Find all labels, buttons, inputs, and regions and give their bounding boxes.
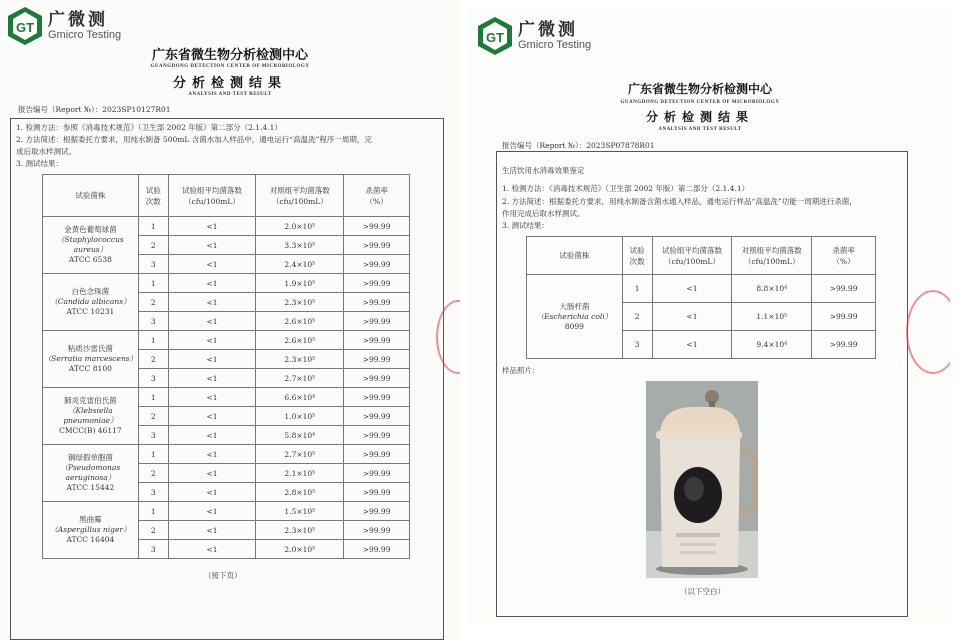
method-line: 1. 检测方法：参照《消毒技术规范》（卫生部 2002 年版）第二部分（2.1.4.1） (16, 123, 282, 132)
strain-name-cn: 铜绿假单胞菌 (67, 453, 113, 462)
strain-code: 8099 (564, 321, 584, 331)
center-name: 广东省微生物分析检测中心 (151, 48, 308, 63)
doc-title: 分析检测结果 (645, 110, 754, 124)
center-name-en: GUANGDONG DETECTION CENTER OF MICROBIOLOGY (620, 100, 780, 105)
brand-logo-right (476, 16, 591, 56)
report-number: 报告编号（Report №）：2023SP10127R01 (18, 105, 171, 114)
test-count-cell: <1 (168, 540, 256, 559)
header-trial: 试验 次数 (622, 237, 652, 275)
kill-rate-cell: >99.99 (344, 217, 410, 236)
results-table (42, 174, 410, 559)
control-count-cell: 2.4×10⁵ (256, 255, 344, 274)
test-count-cell: <1 (652, 331, 732, 359)
trial-cell: 1 (138, 217, 168, 236)
results-heading: 3. 测试结果： (502, 221, 550, 230)
table-header-row (527, 237, 876, 275)
trial-cell: 3 (138, 369, 168, 388)
control-count-cell: 2.3×10⁵ (256, 293, 344, 312)
test-count-cell: <1 (168, 502, 256, 521)
strain-code: ATCC 16404 (66, 535, 115, 544)
trial-cell: 2 (622, 303, 652, 331)
trial-cell: 1 (138, 445, 168, 464)
strain-name-latin: （Serratia marcescens） (43, 354, 138, 363)
trial-cell: 2 (138, 464, 168, 483)
continued-note: （接下页） (204, 571, 242, 580)
brand-name-en: Gmicro Testing (48, 28, 122, 41)
kill-rate-cell: >99.99 (344, 540, 410, 559)
procedure-line-cont: 成后取水样测试。 (16, 147, 76, 156)
test-count-cell: <1 (168, 445, 256, 464)
strain-name-cn: 大肠杆菌 (559, 301, 590, 311)
trial-cell: 1 (138, 331, 168, 350)
control-count-cell: 2.1×10⁵ (256, 464, 344, 483)
control-count-cell: 5.8×10⁴ (256, 426, 344, 445)
kill-rate-cell: >99.99 (344, 388, 410, 407)
test-count-cell: <1 (168, 464, 256, 483)
strain-name-latin: （Escherichia coli） (536, 311, 613, 321)
strain-cell (43, 274, 139, 331)
procedure-line: 2. 方法简述：根据委托方要求，用纯水制备含菌水通入样品，通电运行样品“高温洗”功能一周期进行杀菌， (502, 197, 857, 206)
strain-name-latin-cont: aureus） (73, 245, 108, 254)
table-row (43, 217, 410, 236)
kill-rate-cell: >99.99 (344, 502, 410, 521)
brand-logo (6, 6, 121, 46)
procedure-line: 2. 方法简述：根据委托方要求，用纯水制备 500mL 含菌水加入样品中，通电运行“高温洗”程序一周期，完 (16, 135, 372, 144)
kill-rate-cell: >99.99 (344, 521, 410, 540)
report-page-right (470, 10, 950, 620)
trial-cell: 3 (622, 331, 652, 359)
strain-name-cn: 肺炎克雷伯氏菌 (64, 396, 117, 405)
header-kill-rate: 杀菌率 （%） (812, 237, 876, 275)
kill-rate-cell: >99.99 (812, 303, 876, 331)
test-count-cell: <1 (652, 303, 732, 331)
strain-name-cn: 白色念珠菌 (71, 287, 110, 296)
table-row (43, 388, 410, 407)
table-row (43, 331, 410, 350)
test-count-cell: <1 (168, 331, 256, 350)
control-count-cell: 9.4×10⁴ (732, 331, 812, 359)
kill-rate-cell: >99.99 (344, 464, 410, 483)
control-count-cell: 2.0×10⁵ (256, 540, 344, 559)
svg-text:GT: GT (15, 20, 35, 35)
trial-cell: 3 (138, 540, 168, 559)
control-count-cell: 2.0×10⁵ (256, 217, 344, 236)
kill-rate-cell: >99.99 (812, 331, 876, 359)
trial-cell: 3 (138, 483, 168, 502)
strain-name-cn: 粘质沙雷氏菌 (67, 344, 113, 353)
strain-cell (43, 445, 139, 502)
test-count-cell: <1 (168, 483, 256, 502)
test-count-cell: <1 (168, 217, 256, 236)
kill-rate-cell: >99.99 (344, 369, 410, 388)
strain-name-latin-cont: aeruginosa） (65, 473, 116, 482)
trial-cell: 2 (138, 521, 168, 540)
table-row (43, 445, 410, 464)
method-line: 1. 检测方法：《消毒技术规范》（卫生部 2002 年版）第二部分（2.1.4.1） (502, 184, 750, 193)
kill-rate-cell: >99.99 (812, 275, 876, 303)
strain-code: ATCC 15442 (66, 483, 115, 492)
test-count-cell: <1 (652, 275, 732, 303)
kill-rate-cell: >99.99 (344, 426, 410, 445)
svg-text:GT: GT (485, 30, 505, 45)
header-test-count: 试验组平均菌落数 （cfu/100mL） (652, 237, 732, 275)
strain-name-cn: 黑曲霉 (79, 515, 102, 524)
control-count-cell: 1.0×10⁵ (256, 407, 344, 426)
test-type-line: 生活饮用水消毒效果鉴定 (502, 166, 585, 175)
strain-name-latin: （Staphylococcus (57, 235, 124, 244)
test-count-cell: <1 (168, 293, 256, 312)
strain-name-latin: （Klebsiella (68, 406, 113, 415)
trial-cell: 1 (138, 274, 168, 293)
header-control-count: 对照组平均菌落数 （cfu/100mL） (732, 237, 812, 275)
kill-rate-cell: >99.99 (344, 483, 410, 502)
kill-rate-cell: >99.99 (344, 350, 410, 369)
test-count-cell: <1 (168, 426, 256, 445)
test-count-cell: <1 (168, 369, 256, 388)
kill-rate-cell: >99.99 (344, 445, 410, 464)
kill-rate-cell: >99.99 (344, 407, 410, 426)
test-count-cell: <1 (168, 274, 256, 293)
header-trial: 试验 次数 (138, 175, 168, 217)
control-count-cell: 2.3×10⁵ (256, 350, 344, 369)
control-count-cell: 2.6×10⁵ (256, 312, 344, 331)
strain-cell (43, 388, 139, 445)
gmicro-logo-icon (476, 16, 514, 56)
control-count-cell: 2.7×10⁵ (256, 445, 344, 464)
trial-cell: 2 (138, 407, 168, 426)
control-count-cell: 8.8×10⁴ (732, 275, 812, 303)
sample-photo (646, 381, 758, 578)
control-count-cell: 1.9×10⁵ (256, 274, 344, 293)
control-count-cell: 1.5×10⁵ (256, 502, 344, 521)
doc-title: 分析检测结果 (172, 76, 287, 91)
doc-title-en: ANALYSIS AND TEST RESULT (658, 127, 742, 132)
trial-cell: 1 (622, 275, 652, 303)
strain-code: ATCC 6538 (68, 255, 112, 264)
table-row (43, 502, 410, 521)
control-count-cell: 6.6×10⁴ (256, 388, 344, 407)
header-strain: 试验菌株 (43, 175, 139, 217)
center-name-en: GUANGDONG DETECTION CENTER OF MICROBIOLOGY (150, 64, 310, 69)
table-header-row (43, 175, 410, 217)
header-test-count: 试验组平均菌落数 （cfu/100mL） (168, 175, 256, 217)
soymilk-maker-image (646, 381, 758, 578)
strain-cell (43, 331, 139, 388)
strain-code: CMCC(B) 46117 (59, 426, 122, 435)
end-note: （以下空白） (680, 587, 725, 596)
gmicro-logo-icon (6, 6, 44, 46)
trial-cell: 3 (138, 255, 168, 274)
trial-cell: 2 (138, 236, 168, 255)
table-row (43, 274, 410, 293)
center-name: 广东省微生物分析检测中心 (627, 82, 772, 96)
control-count-cell: 2.6×10⁵ (256, 331, 344, 350)
test-count-cell: <1 (168, 255, 256, 274)
test-count-cell: <1 (168, 521, 256, 540)
kill-rate-cell: >99.99 (344, 274, 410, 293)
procedure-line-cont: 作用完成后取水样测试。 (502, 209, 585, 218)
trial-cell: 2 (138, 350, 168, 369)
test-count-cell: <1 (168, 312, 256, 331)
trial-cell: 3 (138, 426, 168, 445)
header-kill-rate: 杀菌率 （%） (344, 175, 410, 217)
test-count-cell: <1 (168, 236, 256, 255)
control-count-cell: 2.8×10⁵ (256, 483, 344, 502)
trial-cell: 2 (138, 293, 168, 312)
brand-name-cn: 广微测 (48, 9, 108, 30)
kill-rate-cell: >99.99 (344, 312, 410, 331)
strain-cell (43, 217, 139, 274)
strain-code: ATCC 10231 (66, 307, 115, 316)
table-row (527, 275, 876, 303)
test-count-cell: <1 (168, 407, 256, 426)
strain-cell (43, 502, 139, 559)
control-count-cell: 3.3×10⁵ (256, 236, 344, 255)
strain-name-latin: （Pseudomonas (60, 463, 121, 472)
kill-rate-cell: >99.99 (344, 255, 410, 274)
kill-rate-cell: >99.99 (344, 236, 410, 255)
strain-name-cn: 金黄色葡萄球菌 (64, 225, 117, 234)
photo-label: 样品照片： (502, 366, 540, 375)
strain-name-latin: （Candida albicans） (50, 297, 131, 306)
kill-rate-cell: >99.99 (344, 331, 410, 350)
strain-name-latin-cont: pneumoniae） (63, 416, 118, 425)
brand-name-cn: 广微测 (518, 19, 578, 40)
doc-title-en: ANALYSIS AND TEST RESULT (188, 92, 272, 97)
report-number: 报告编号（Report №）：2023SP07878R01 (502, 141, 655, 150)
strain-name-latin: （Aspergillus niger） (50, 525, 131, 534)
trial-cell: 1 (138, 388, 168, 407)
header-strain: 试验菌株 (527, 237, 623, 275)
trial-cell: 3 (138, 312, 168, 331)
control-count-cell: 2.3×10⁵ (256, 521, 344, 540)
report-page-left (0, 0, 460, 640)
strain-code: ATCC 8100 (68, 364, 112, 373)
strain-cell (527, 275, 623, 359)
control-count-cell: 1.1×10⁵ (732, 303, 812, 331)
test-count-cell: <1 (168, 350, 256, 369)
test-count-cell: <1 (168, 388, 256, 407)
kill-rate-cell: >99.99 (344, 293, 410, 312)
red-seal-stamp (906, 290, 950, 374)
results-heading: 3. 测试结果： (16, 159, 64, 168)
trial-cell: 1 (138, 502, 168, 521)
control-count-cell: 2.7×10⁵ (256, 369, 344, 388)
header-control-count: 对照组平均菌落数 （cfu/100mL） (256, 175, 344, 217)
brand-name-en: Gmicro Testing (518, 38, 592, 51)
results-table (526, 236, 876, 359)
